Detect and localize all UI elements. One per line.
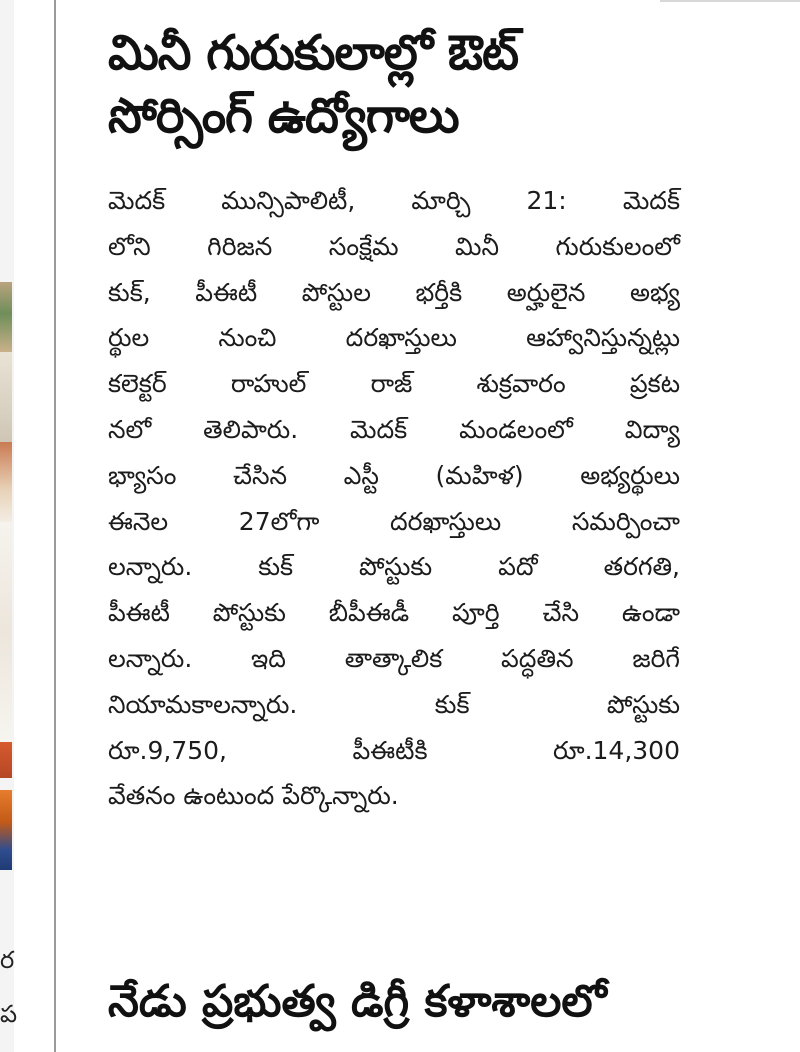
- headline-line: మినీ గురుకులాల్లో ఔట్: [108, 25, 519, 81]
- adjacent-photo-fragment: [0, 522, 12, 742]
- adjacent-photo-fragment: [0, 742, 12, 778]
- adjacent-photo-fragment: [0, 352, 12, 442]
- adjacent-photo-fragment: [0, 442, 12, 522]
- news-article: [108, 22, 680, 819]
- body-line: లన్నారు. ఇది తాత్కాలిక పద్ధతిన జరిగే: [108, 643, 680, 673]
- body-line: భ్యాసం చేసిన ఎస్టీ (మహిళ) అభ్యర్థులు: [108, 460, 680, 490]
- body-line: వేతనం ఉంటుంద పేర్కొన్నారు.: [108, 781, 399, 811]
- adjacent-text-fragment: ప: [0, 1000, 18, 1028]
- body-line: రూ.9,750, పీఈటీకి రూ.14,300: [108, 735, 680, 765]
- adjacent-column-strip: [0, 0, 18, 1052]
- body-line: ర్థుల నుంచి దరఖాస్తులు ఆహ్వానిస్తున్నట్లు: [108, 323, 680, 353]
- body-line: నలో తెలిపారు. మెదక్ మండలంలో విద్యా: [108, 414, 680, 444]
- adjacent-photo-fragment: [0, 282, 12, 352]
- adjacent-photo-fragment: [0, 790, 12, 870]
- body-line: లోని గిరిజన సంక్షేమ మినీ గురుకులంలో: [108, 231, 680, 261]
- body-line: కుక్, పీఈటీ పోస్టుల భర్తీకి అర్హులైన అభ్య: [108, 277, 680, 307]
- top-divider: [660, 0, 800, 2]
- article-headline: [108, 22, 680, 148]
- body-line: నియామకాలన్నారు. కుక్ పోస్టుకు: [108, 689, 680, 719]
- column-divider: [54, 0, 56, 1052]
- body-line: లన్నారు. కుక్ పోస్టుకు పదో తరగతి,: [108, 552, 680, 582]
- next-article-headline: నేడు ప్రభుత్వ డిగ్రీ కళాశాలలో: [108, 976, 607, 1027]
- adjacent-text-fragment: ర: [0, 946, 15, 974]
- body-line: ఈనెల 27లోగా దరఖాస్తులు సమర్పించా: [108, 506, 680, 536]
- headline-line: సోర్సింగ్ ఉద్యోగాలు: [108, 88, 459, 144]
- body-line: కలెక్టర్ రాహుల్ రాజ్ శుక్రవారం ప్రకట: [108, 369, 680, 399]
- body-line: మెదక్ మున్సిపాలిటీ, మార్చి 21: మెదక్: [108, 186, 680, 215]
- article-body: [108, 178, 680, 819]
- body-line: పీఈటీ పోస్టుకు బీపీఈడీ పూర్తి చేసి ఉండా: [108, 598, 680, 628]
